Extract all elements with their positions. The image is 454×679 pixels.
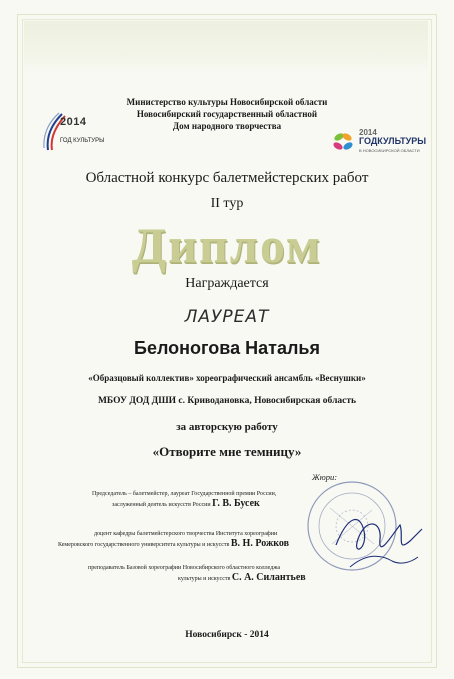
jury-chair-line-1: Председатель – балетмейстер, лауреат Государственной премии России, xyxy=(92,491,277,497)
jury-chair-name: Г. В. Бусек xyxy=(212,498,260,509)
logo-right-title: ГОДКУЛЬТУРЫ xyxy=(359,136,427,146)
laureate-title: ЛАУРЕАТ xyxy=(184,307,270,327)
awarded-label: Награждается xyxy=(185,276,269,291)
jury-chair-role: заслуженный деятель искусств России xyxy=(112,502,211,508)
jury-member-2-line-2 xyxy=(178,574,306,583)
chair-signature xyxy=(330,505,425,580)
for-work-label: за авторскую работу xyxy=(176,421,278,433)
school-name: МБОУ ДОД ДШИ с. Криводановка, Новосибирская область xyxy=(97,396,357,406)
jury-member-1-role: Кемеровского государственного университета культуры и искусств xyxy=(58,542,230,548)
jury-member-2-line-1: преподаватель Базовой хореографии Новосибирского областного колледжа xyxy=(88,565,281,571)
work-title: «Отворите мне темницу» xyxy=(152,444,302,459)
jury-member-1-line-1: доцент кафедры балетмейстерского творчества Института хореографии xyxy=(94,531,278,537)
collective-name: «Образцовый коллектив» хореографический ансамбль «Веснушки» xyxy=(88,373,366,383)
jury-label: Жюри: xyxy=(312,472,338,482)
header-band xyxy=(24,21,428,73)
logo-right-year: 2014 xyxy=(359,128,377,137)
leaf-cluster-icon xyxy=(330,129,356,155)
jury-chair-line-2 xyxy=(112,500,260,509)
ministry-line-2: Новосибирский государственный областной xyxy=(136,109,318,119)
recipient-name: Белоногова Наталья xyxy=(134,338,320,358)
jury-member-1-line-2 xyxy=(58,540,289,549)
jury-member-1-name: В. Н. Рожков xyxy=(230,538,289,549)
ministry-line-3: Дом народного творчества xyxy=(172,121,282,131)
logo-left-year: 2014 xyxy=(60,116,87,128)
diploma-heading: Диплом xyxy=(131,217,323,273)
jury-member-2-name: С. А. Силантьев xyxy=(231,572,306,583)
contest-title: Областной конкурс балетмейстерских работ xyxy=(85,170,369,186)
contest-round: II тур xyxy=(210,196,244,211)
year-of-culture-logo-right xyxy=(330,128,428,158)
city-year-footer: Новосибирск - 2014 xyxy=(185,630,269,640)
ministry-line-1: Министерство культуры Новосибирской области xyxy=(126,97,328,107)
ministry-header xyxy=(70,96,384,132)
logo-right-subtitle: В НОВОСИБИРСКОЙ ОБЛАСТИ xyxy=(359,148,420,153)
jury-member-2-role: культуры и искусств xyxy=(178,576,231,582)
logo-left-text: ГОД КУЛЬТУРЫ xyxy=(60,138,105,144)
year-of-culture-logo-left xyxy=(42,112,112,154)
